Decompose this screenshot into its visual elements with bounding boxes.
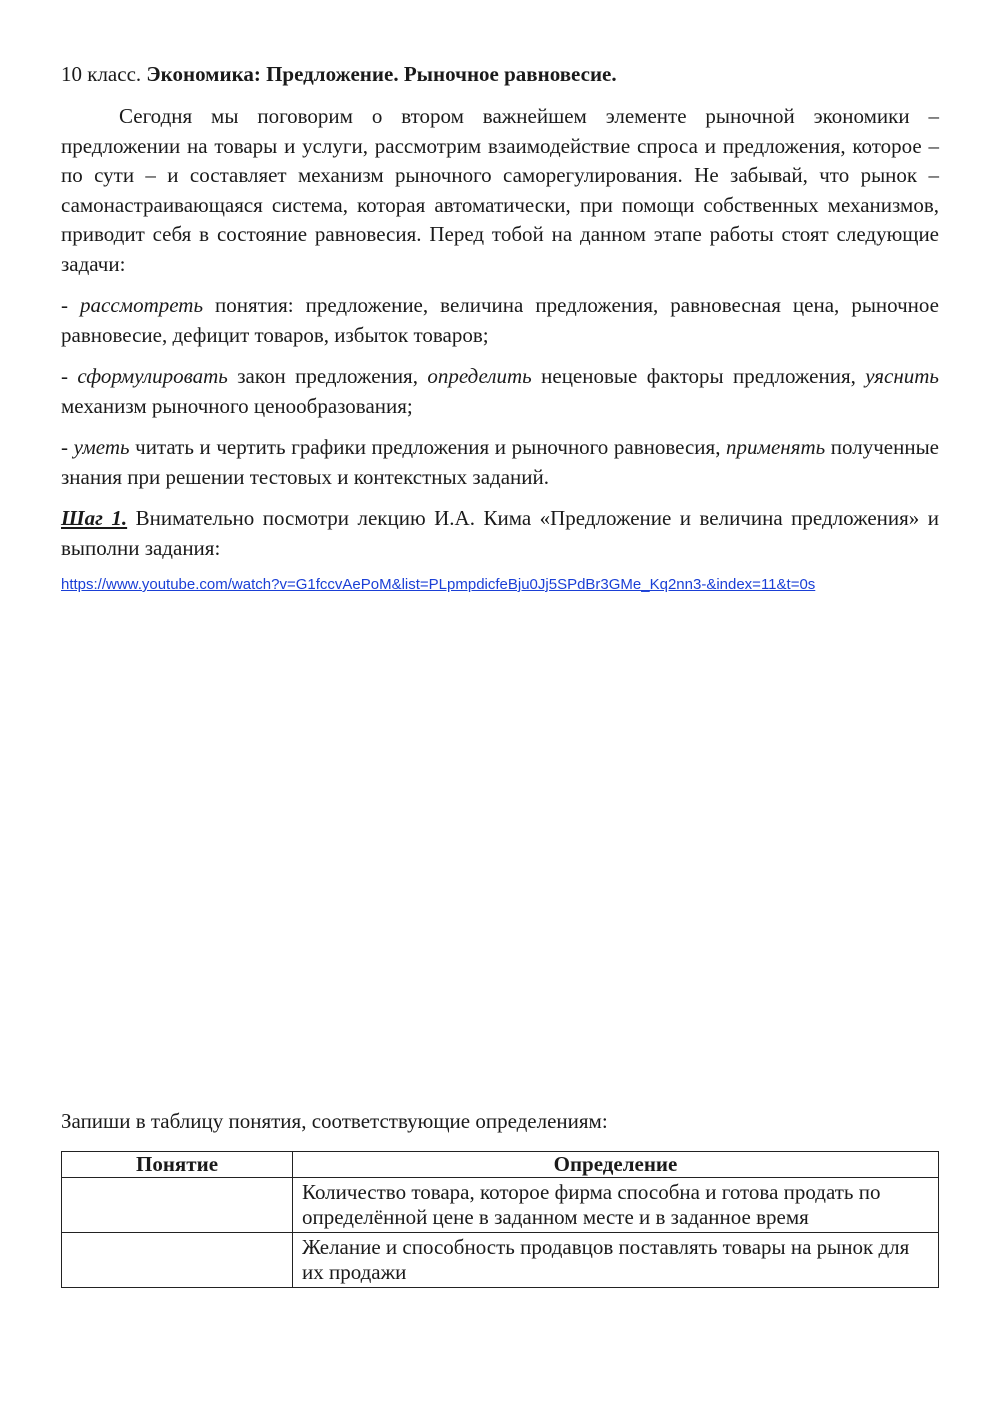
step-1-label: Шаг 1. xyxy=(61,506,128,530)
table-row xyxy=(62,1178,939,1233)
task-item-2: - сформулировать закон предложения, определить неценовые факторы предложения, уяснить механизм рыночного ценообразования; xyxy=(61,364,939,418)
term-cell[interactable] xyxy=(62,1178,293,1233)
lecture-link-line xyxy=(61,574,939,596)
table-row xyxy=(62,1233,939,1288)
task-verb: сформулировать xyxy=(77,364,228,388)
document-title: Экономика: Предложение. Рыночное равновесие. xyxy=(146,62,617,86)
task-item-1: - рассмотреть понятия: предложение, величина предложения, равновесная цена, рыночное равновесие, дефицит товаров, избыток товаров; xyxy=(61,293,939,347)
term-cell[interactable] xyxy=(62,1233,293,1288)
task-item-3: - уметь читать и чертить графики предложения и рыночного равновесия, применять полученные знания при решении тестовых и контекстных заданий. xyxy=(61,435,939,489)
task-verb: уметь xyxy=(73,435,130,459)
step-1-paragraph xyxy=(61,504,939,563)
column-header-term: Понятие xyxy=(62,1152,293,1178)
step-1-text: Внимательно посмотри лекцию И.А. Кима «Предложение и величина предложения» и выполни задания: xyxy=(61,506,939,560)
definition-cell: Желание и способность продавцов поставлять товары на рынок для их продажи xyxy=(293,1233,939,1288)
definition-cell: Количество товара, которое фирма способна и готова продать по определённой цене в заданном месте и в заданное время xyxy=(293,1178,939,1233)
task-verb: рассмотреть xyxy=(80,293,204,317)
task-verb: определить xyxy=(427,364,532,388)
table-header-row xyxy=(62,1152,939,1178)
intro-paragraph: Сегодня мы поговорим о втором важнейшем элементе рыночной экономики – предложении на товары и услуги, рассмотрим взаимодействие спроса и предложения, которое – по сути – и составляет механизм рыночного саморегулирования. Не забывай, что рынок – самонастраивающаяся система, которая автоматически, при помощи собственных механизмов, приводит себя в состояние равновесия. Перед тобой на данном этапе работы стоят следующие задачи: xyxy=(61,104,939,276)
column-header-definition: Определение xyxy=(293,1152,939,1178)
document-page xyxy=(61,58,939,611)
task-verb: уяснить xyxy=(865,364,939,388)
table-prompt: Запиши в таблицу понятия, соответствующие определениям: xyxy=(61,1109,608,1133)
lecture-video-link[interactable]: https://www.youtube.com/watch?v=G1fccvAePoM&list=PLpmpdicfeBju0Jj5SPdBr3GMe_Kq2nn3-&index=11&t=0s xyxy=(61,576,816,593)
task-verb: применять xyxy=(726,435,826,459)
definitions-table xyxy=(61,1151,939,1288)
grade-label: 10 класс. xyxy=(61,62,142,86)
document-header xyxy=(61,58,939,90)
